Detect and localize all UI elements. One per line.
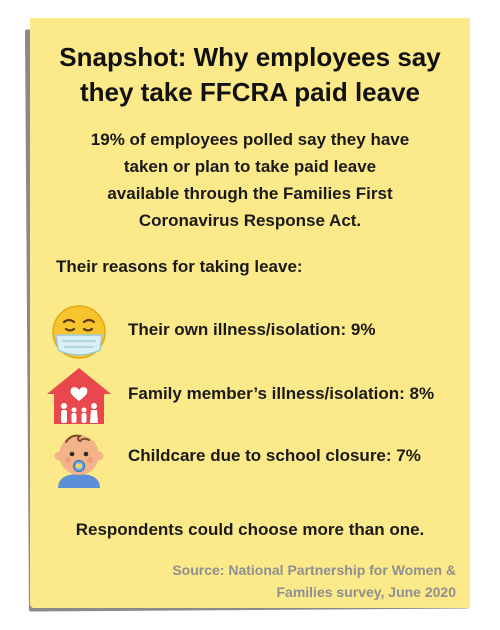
footnote: Respondents could choose more than one. <box>75 520 425 539</box>
source-line-2: Families survey, June 2020 <box>276 584 456 600</box>
source-line-1: Source: National Partnership for Women & <box>172 562 456 578</box>
intro-line-3: available through the Families First <box>107 184 393 203</box>
title-line-2: they take FFCRA paid leave <box>79 77 421 107</box>
reasons-heading: Their reasons for taking leave: <box>56 257 303 276</box>
reason-family-illness <box>44 366 464 426</box>
face-with-medical-mask-icon <box>44 302 114 362</box>
intro-line-4: Coronavirus Response Act. <box>138 211 362 230</box>
reason-label: Childcare due to school closure: 7% <box>128 446 421 465</box>
reason-label: Their own illness/isolation: 9% <box>128 320 376 339</box>
title-line-1: Snapshot: Why employees say <box>59 42 441 72</box>
intro-line-1: 19% of employees polled say they have <box>90 130 410 149</box>
source-note <box>96 559 456 603</box>
reason-childcare <box>44 428 464 488</box>
sticky-note-card <box>30 18 470 608</box>
reason-own-illness <box>44 302 464 362</box>
page-title <box>30 40 470 110</box>
baby-face-icon <box>44 428 114 488</box>
intro-line-2: taken or plan to take paid leave <box>123 157 377 176</box>
intro-paragraph <box>50 126 450 234</box>
family-house-icon <box>44 366 114 426</box>
reason-label: Family member’s illness/isolation: 8% <box>128 384 435 403</box>
